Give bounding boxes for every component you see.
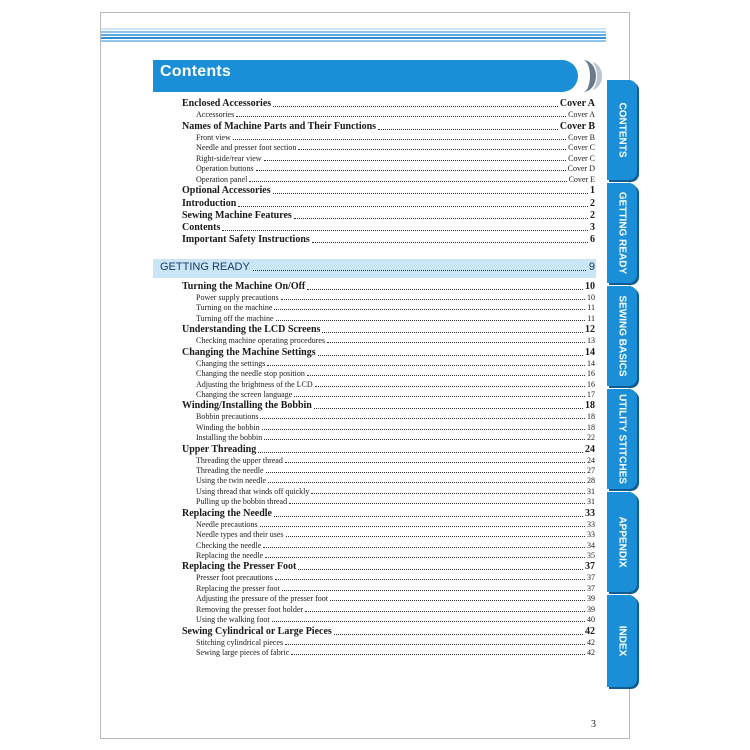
toc-entry-label: Using thread that winds off quickly <box>196 486 310 496</box>
toc-entry-page: 14 <box>587 358 595 368</box>
tab-label: GETTING READY <box>616 191 628 275</box>
section-page: 9 <box>588 261 595 273</box>
toc-subentry[interactable] <box>182 144 595 152</box>
toc-entry-page: 34 <box>587 540 595 550</box>
toc-entry-page: Cover A <box>559 98 595 109</box>
toc-subentry[interactable] <box>182 165 595 173</box>
leader-dots <box>314 408 583 409</box>
toc-subentry[interactable] <box>182 574 595 582</box>
toc-entry-label: Stitching cylindrical pieces <box>196 637 284 647</box>
toc-entry-page: 11 <box>587 303 595 313</box>
leader-dots <box>291 654 585 655</box>
toc-entry[interactable] <box>182 325 595 335</box>
toc-entry-label: Operation buttons <box>196 164 254 174</box>
toc-entry-label: Using the walking foot <box>196 615 270 625</box>
page-number: 3 <box>591 719 596 730</box>
toc-subentry[interactable] <box>182 413 595 421</box>
leader-dots <box>286 536 585 537</box>
toc-entry-page: 16 <box>587 379 595 389</box>
leader-dots <box>378 129 558 130</box>
leader-dots <box>256 170 566 171</box>
toc-entry[interactable] <box>182 223 595 233</box>
toc-entry-page: 42 <box>587 637 595 647</box>
leader-dots <box>236 116 566 117</box>
toc-subentry[interactable] <box>182 304 595 312</box>
toc-entry-label: Adjusting the brightness of the LCD <box>196 379 313 389</box>
leader-dots <box>266 472 585 473</box>
toc-entry-page: 11 <box>587 313 595 323</box>
toc-entry-label: Threading the needle <box>196 466 264 476</box>
toc-entry-label: Optional Accessories <box>182 185 271 197</box>
toc-subentry[interactable] <box>182 424 595 432</box>
toc-subentry[interactable] <box>182 585 595 593</box>
leader-dots <box>285 462 585 463</box>
leader-dots <box>315 386 585 387</box>
toc-entry-label: Changing the needle stop position <box>196 369 305 379</box>
toc-entry-label: Turning the Machine On/Off <box>182 281 306 292</box>
leader-dots <box>285 644 585 645</box>
leader-dots <box>273 193 588 194</box>
toc-subentry[interactable] <box>182 337 595 345</box>
leader-dots <box>233 139 566 140</box>
toc-entry-page: Cover C <box>568 143 595 153</box>
leader-dots <box>322 332 583 333</box>
tab-label: CONTENTS <box>616 102 628 158</box>
toc-entry-page: Cover A <box>568 110 595 120</box>
toc-entry-label: Front view <box>196 132 231 142</box>
toc-entry-page: 10 <box>585 281 595 292</box>
leader-dots <box>260 418 585 419</box>
toc-subentry[interactable] <box>182 381 595 389</box>
toc-entry-label: Turning on the machine <box>196 303 273 313</box>
toc-entry-label: Important Safety Instructions <box>182 234 310 246</box>
leader-dots <box>264 439 585 440</box>
toc-entry-page: 18 <box>587 422 595 432</box>
toc-subentry[interactable] <box>182 531 595 539</box>
leader-dots <box>298 149 566 150</box>
toc-entry-label: Needle precautions <box>196 519 258 529</box>
toc-entry-label: Bobbin precautions <box>196 412 259 422</box>
toc-entry-label: Checking the needle <box>196 540 262 550</box>
toc-entry-page: Cover D <box>567 164 595 174</box>
toc-entry-page: 2 <box>590 209 595 221</box>
toc-entry-label: Upper Threading <box>182 443 257 455</box>
leader-dots <box>253 270 586 271</box>
toc-entry-page: 33 <box>587 519 595 529</box>
toc-entry-label: Accessories <box>196 110 235 120</box>
toc-entry-page: 17 <box>587 389 595 399</box>
toc-entry-label: Sewing Cylindrical or Large Pieces <box>182 625 332 637</box>
toc-subentry[interactable] <box>182 606 595 614</box>
toc-entry[interactable] <box>182 627 595 637</box>
leader-dots <box>281 299 585 300</box>
toc-entry[interactable] <box>182 562 595 572</box>
toc-subentry[interactable] <box>182 434 595 442</box>
toc-entry-page: 16 <box>587 369 595 379</box>
leader-dots <box>289 503 585 504</box>
leader-dots <box>272 621 585 622</box>
toc-entry-page: 31 <box>587 486 595 496</box>
toc-entry-page: 37 <box>587 583 595 593</box>
toc-subentry[interactable] <box>182 457 595 465</box>
tab-label: APPENDIX <box>616 516 628 568</box>
toc-entry-label: Understanding the LCD Screens <box>182 324 321 336</box>
tab-getting-ready[interactable] <box>607 183 637 283</box>
section-label: GETTING READY <box>160 261 250 273</box>
leader-dots <box>318 355 583 356</box>
leader-dots <box>282 590 585 591</box>
toc-entry[interactable] <box>182 122 595 132</box>
toc-entry-page: Cover E <box>568 174 595 184</box>
leader-dots <box>260 526 585 527</box>
toc-entry-label: Changing the Machine Settings <box>182 346 316 358</box>
toc-entry-label: Needle types and their uses <box>196 530 284 540</box>
toc-entry[interactable] <box>182 401 595 411</box>
tab-label: INDEX <box>616 625 628 657</box>
leader-dots <box>311 493 585 494</box>
toc-entry-label: Presser foot precautions <box>196 573 273 583</box>
toc-entry-page: 14 <box>585 346 595 358</box>
toc-entry-page: 39 <box>587 594 595 604</box>
toc-entry-page: 42 <box>587 647 595 657</box>
toc-subentry[interactable] <box>182 649 595 657</box>
leader-dots <box>262 429 585 430</box>
page-title: Contents <box>160 63 231 80</box>
leader-dots <box>298 569 583 570</box>
leader-dots <box>307 289 583 290</box>
toc-entry[interactable] <box>182 99 595 109</box>
toc-entry[interactable] <box>182 509 595 519</box>
toc-entry-page: 12 <box>585 324 595 336</box>
toc-entry-page: 33 <box>585 507 595 519</box>
toc-entry[interactable] <box>182 445 595 455</box>
leader-dots <box>267 365 585 366</box>
leader-dots <box>258 452 583 453</box>
leader-dots <box>268 482 585 483</box>
toc-entry-label: Threading the upper thread <box>196 455 283 465</box>
tab-label: UTILITY STITCHES <box>616 394 628 484</box>
toc-entry-label: Sewing large pieces of fabric <box>196 647 290 657</box>
toc-entry-label: Winding/Installing the Bobbin <box>182 400 312 412</box>
toc-entry[interactable] <box>182 235 595 245</box>
toc-entry-page: 35 <box>587 550 595 560</box>
toc-entry-page: 18 <box>587 412 595 422</box>
toc-entry-label: Turning off the machine <box>196 313 274 323</box>
toc-entry-label: Removing the presser foot holder <box>196 604 304 614</box>
toc-entry-page: 24 <box>587 455 595 465</box>
toc-entry-label: Adjusting the pressure of the presser foot <box>196 594 328 604</box>
toc-entry-label: Right-side/rear view <box>196 153 262 163</box>
leader-dots <box>294 218 588 219</box>
toc-entry-label: Changing the settings <box>196 358 266 368</box>
tab-label: SEWING BASICS <box>616 295 628 377</box>
toc-subentry[interactable] <box>182 552 595 560</box>
toc-entry-label: Winding the bobbin <box>196 422 260 432</box>
leader-dots <box>265 557 585 558</box>
toc-subentry[interactable] <box>182 294 595 302</box>
tab-sewing-basics[interactable] <box>607 286 637 386</box>
toc-entry-page: 3 <box>590 222 595 233</box>
toc-subentry[interactable] <box>182 498 595 506</box>
tab-appendix[interactable] <box>607 492 637 592</box>
toc-entry-label: Changing the screen language <box>196 389 293 399</box>
leader-dots <box>274 516 583 517</box>
leader-dots <box>307 375 585 376</box>
toc-entry-page: Cover B <box>568 132 595 142</box>
toc-entry[interactable] <box>182 199 595 209</box>
toc-entry-label: Replacing the Needle <box>182 507 272 519</box>
toc-entry-page: 10 <box>587 293 595 302</box>
toc-entry-page: 24 <box>585 443 595 455</box>
leader-dots <box>274 309 585 310</box>
toc-entry-label: Pulling up the bobbin thread <box>196 497 288 507</box>
leader-dots <box>222 230 588 231</box>
toc-subentry[interactable] <box>182 521 595 529</box>
toc-entry-page: 37 <box>587 573 595 583</box>
toc-entry-label: Using the twin needle <box>196 476 266 486</box>
leader-dots <box>330 600 585 601</box>
toc-entry-label: Operation panel <box>196 174 248 184</box>
leader-dots <box>249 181 566 182</box>
leader-dots <box>264 160 567 161</box>
toc-entry-page: 6 <box>590 234 595 246</box>
section-heading-getting-ready[interactable] <box>160 262 595 273</box>
toc-entry[interactable] <box>182 211 595 221</box>
toc-entry-page: 13 <box>587 336 595 346</box>
toc-entry-label: Replacing the presser foot <box>196 583 280 593</box>
toc-entry-page: Cover B <box>559 120 595 132</box>
toc-entry-page: 39 <box>587 604 595 614</box>
toc-subentry[interactable] <box>182 595 595 603</box>
toc-entry-label: Replacing the Presser Foot <box>182 561 297 573</box>
toc-entry-page: 40 <box>587 615 595 625</box>
tab-contents[interactable] <box>607 80 637 180</box>
leader-dots <box>263 547 585 548</box>
toc-entry-page: 28 <box>587 476 595 486</box>
toc-entry-label: Enclosed Accessories <box>182 98 272 109</box>
toc-entry-label: Names of Machine Parts and Their Functions <box>182 120 377 132</box>
toc-entry-page: 37 <box>585 561 595 573</box>
header-decoration-arc-light <box>580 62 602 90</box>
toc-subentry[interactable] <box>182 134 595 142</box>
toc-subentry[interactable] <box>182 542 595 550</box>
toc-entry-label: Needle and presser foot section <box>196 143 297 153</box>
toc-entry-page: 27 <box>587 466 595 476</box>
tab-utility-stitches[interactable] <box>607 389 637 489</box>
toc-entry-page: 31 <box>587 497 595 507</box>
toc-entry-label: Checking machine operating procedures <box>196 336 326 346</box>
toc-subentry[interactable] <box>182 391 595 399</box>
toc-entry-page: 1 <box>590 185 595 197</box>
toc-entry-page: 22 <box>587 433 595 443</box>
leader-dots <box>294 396 585 397</box>
toc-entry-page: 42 <box>585 625 595 637</box>
toc-entry-label: Replacing the needle <box>196 550 264 560</box>
toc-subentry[interactable] <box>182 111 595 119</box>
toc-subentry[interactable] <box>182 467 595 475</box>
toc-entry-page: Cover C <box>568 153 595 163</box>
toc-entry-page: 33 <box>587 530 595 540</box>
toc-subentry[interactable] <box>182 176 595 184</box>
toc-subentry[interactable] <box>182 488 595 496</box>
leader-dots <box>312 242 588 243</box>
toc-subentry[interactable] <box>182 315 595 323</box>
toc-entry[interactable] <box>182 186 595 196</box>
toc-subentry[interactable] <box>182 639 595 647</box>
toc-entry[interactable] <box>182 348 595 358</box>
toc-entry-label: Power supply precautions <box>196 293 279 302</box>
tab-index[interactable] <box>607 595 637 687</box>
leader-dots <box>334 634 583 635</box>
toc-entry-label: Contents <box>182 222 221 233</box>
leader-dots <box>305 611 585 612</box>
toc-subentry[interactable] <box>182 477 595 485</box>
toc-entry-label: Introduction <box>182 197 237 209</box>
toc-entry-label: Installing the bobbin <box>196 433 263 443</box>
leader-dots <box>276 320 586 321</box>
header-stripes <box>101 28 606 46</box>
leader-dots <box>327 342 585 343</box>
toc-entry-page: 18 <box>585 400 595 412</box>
toc-entry[interactable] <box>182 282 595 292</box>
toc-subentry[interactable] <box>182 370 595 378</box>
toc-entry-page: 2 <box>590 197 595 209</box>
toc-subentry[interactable] <box>182 360 595 368</box>
toc-entry-label: Sewing Machine Features <box>182 209 292 221</box>
toc-subentry[interactable] <box>182 155 595 163</box>
toc-subentry[interactable] <box>182 616 595 624</box>
leader-dots <box>273 106 558 107</box>
leader-dots <box>275 579 585 580</box>
leader-dots <box>238 206 588 207</box>
